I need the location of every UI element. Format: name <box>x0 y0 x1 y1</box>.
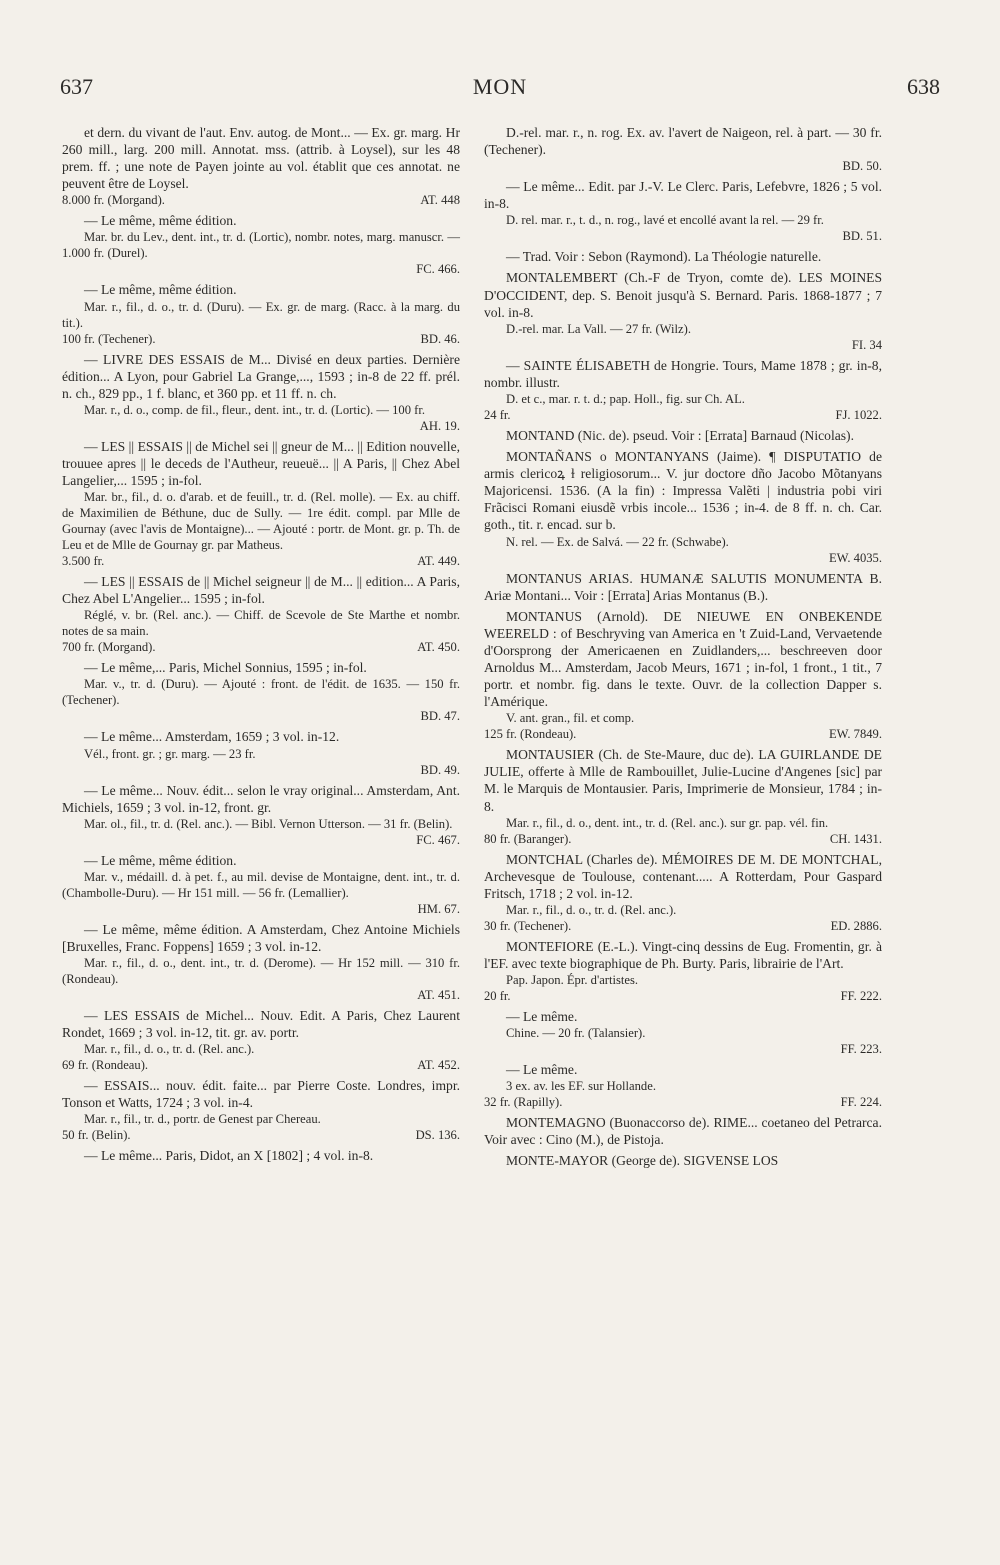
entry-binding-note: Mar. r., fil., d. o., tr. d. (Rel. anc.). <box>84 1042 255 1057</box>
entry-price-line <box>484 726 882 742</box>
entry-reference: EW. 4035. <box>828 550 882 565</box>
entry-price-line <box>484 337 882 353</box>
entry-price-line <box>62 331 460 347</box>
catalog-entry <box>484 427 882 444</box>
entry-binding-note: Mar. v., tr. d. (Duru). — Ajouté : front. de l'édit. de 1635. — 150 fr. (Techener). <box>62 677 460 708</box>
catalog-entry <box>484 124 882 174</box>
page-number-right: 638 <box>907 74 940 99</box>
entry-reference: ED. 2886. <box>830 918 882 933</box>
entry-binding-note: 3 ex. av. les EF. sur Hollande. <box>506 1079 656 1094</box>
entry-reference: BD. 47. <box>420 709 460 724</box>
entry-text: MONTE-MAYOR (George de). SIGVENSE LOS <box>506 1153 779 1169</box>
entry-binding-note: Vél., front. gr. ; gr. marg. — 23 fr. <box>84 746 256 761</box>
entry-reference: FI. 34 <box>851 337 882 352</box>
catalog-entry <box>62 1147 460 1164</box>
entry-price: 700 fr. (Morgand). <box>62 640 156 655</box>
entry-price-line <box>484 918 882 934</box>
entry-price: 50 fr. (Belin). <box>62 1128 131 1143</box>
entry-price-line <box>62 708 460 724</box>
entry-text: — Le même... Edit. par J.-V. Le Clerc. Paris, Lefebvre, 1826 ; 5 vol. in-8. <box>484 179 882 212</box>
catalog-entry <box>62 782 460 848</box>
entry-reference: FC. 467. <box>416 832 460 847</box>
entry-reference: AT. 452. <box>417 1058 460 1073</box>
catalog-entry <box>484 1008 882 1057</box>
entry-reference: AH. 19. <box>419 418 460 433</box>
catalog-entry <box>484 448 882 565</box>
entry-price: 100 fr. (Techener). <box>62 331 156 346</box>
entry-text: — SAINTE ÉLISABETH de Hongrie. Tours, Mame 1878 ; gr. in-8, nombr. illustr. <box>484 357 882 390</box>
catalog-entry <box>62 124 460 208</box>
entry-reference: EW. 7849. <box>828 727 882 742</box>
entry-text: MONTANUS ARIAS. HUMANÆ SALUTIS MONUMENTA B. Ariæ Montani... Voir : [Errata] Arias Montanus (B.). <box>484 570 882 603</box>
entry-binding-note: Mar. ol., fil., tr. d. (Rel. anc.). — Bibl. Vernon Utterson. — 31 fr. (Belin). <box>84 816 453 831</box>
catalog-entry <box>62 212 460 277</box>
entry-text: — Le même... Paris, Didot, an X [1802] ; 4 vol. in-8. <box>84 1148 374 1164</box>
entry-text: — Trad. Voir : Sebon (Raymond). La Théologie naturelle. <box>506 249 822 265</box>
entry-text: — Le même, même édition. <box>84 282 237 298</box>
entry-price-line <box>62 418 460 434</box>
entry-reference: FF. 223. <box>840 1042 882 1057</box>
entry-binding-note: Pap. Japon. Épr. d'artistes. <box>506 973 639 988</box>
entry-binding-note: Mar. r., fil., d. o., tr. d. (Duru). — Ex. gr. de marg. (Racc. à la marg. du tit.). <box>62 299 460 330</box>
entry-binding-note: Mar. r., fil., tr. d., portr. de Genest par Chereau. <box>84 1112 321 1127</box>
entry-reference: AT. 448 <box>420 193 460 208</box>
entry-reference: FC. 466. <box>416 262 460 277</box>
catalog-entry <box>484 938 882 1004</box>
entry-text: MONTCHAL (Charles de). MÉMOIRES DE M. DE MONTCHAL, Archevesque de Toulouse, contenant..... A Rotterdam, Pour Gaspard Fritsch, 1718 ; 2 vol. in-12. <box>484 851 882 901</box>
catalog-entry <box>484 608 882 743</box>
entry-price-line <box>484 1094 882 1110</box>
entry-text: MONTEFIORE (E.-L.). Vingt-cinq dessins de Eug. Fromentin, gr. à l'EF. avec texte biographique de Ph. Burty. Paris, librairie de l'Art. <box>484 938 882 971</box>
entry-price-line <box>484 988 882 1004</box>
entry-binding-note: V. ant. gran., fil. et comp. <box>506 711 635 726</box>
catalog-entry <box>484 746 882 846</box>
entry-reference: BD. 50. <box>842 159 882 174</box>
entry-price-line <box>62 832 460 848</box>
entry-binding-note: Mar. br. du Lev., dent. int., tr. d. (Lortic), nombr. notes, marg. manuscr. — 1.000 fr. (Durel). <box>62 230 460 261</box>
entry-price: 69 fr. (Rondeau). <box>62 1058 149 1073</box>
entry-text: — ESSAIS... nouv. édit. faite... par Pierre Coste. Londres, impr. Tonson et Watts, 1724 ; 3 vol. in-4. <box>62 1078 460 1111</box>
entry-text: — Le même. <box>506 1062 578 1078</box>
running-title: MON <box>472 74 528 99</box>
entry-text: — LES || ESSAIS de || Michel seigneur || de M... || edition... A Paris, Chez Abel L'Angelier... 1595 ; in-fol. <box>62 574 460 607</box>
entry-price: 24 fr. <box>484 407 511 422</box>
catalog-entry <box>484 248 882 265</box>
catalog-entry <box>484 269 882 352</box>
entry-reference: BD. 51. <box>842 229 882 244</box>
entry-text: — LIVRE DES ESSAIS de M... Divisé en deux parties. Dernière édition... A Lyon, pour Gabriel La Grange,..., 1593 ; in-8 de 22 ff. prél. n. ch., 829 pp., 1 f. blanc, et 360 pp. et 11 ff. n. ch. <box>62 351 460 401</box>
entry-binding-note: N. rel. — Ex. de Salvá. — 22 fr. (Schwabe). <box>506 534 729 549</box>
entry-reference: DS. 136. <box>415 1128 460 1143</box>
entry-price-line <box>484 228 882 244</box>
entry-text: MONTAUSIER (Ch. de Ste-Maure, duc de). LA GUIRLANDE DE JULIE, offerte à Mlle de Rambouillet, Julie-Lucine d'Angenes [sic] par M. le Marquis de Montausier. Paris, Imprimerie de Monsieur, 1784 ; in-8. <box>484 747 882 814</box>
catalog-entry <box>484 357 882 423</box>
entry-text: et dern. du vivant de l'aut. Env. autog. de Mont... — Ex. gr. marg. Hr 260 mill., larg. 200 mill. Annotat. mss. (attrib. à Loysel), sur les 48 prem. ff. ; une note de Payen jointe au vol. établit que ces annotat. ne peuvent être de Loysel. <box>62 125 460 192</box>
entry-reference: FJ. 1022. <box>835 407 882 422</box>
entry-text: — Le même, même édition. <box>84 852 237 868</box>
entry-price-line <box>62 901 460 917</box>
entry-price-line <box>484 1041 882 1057</box>
entry-text: — Le même, même édition. A Amsterdam, Chez Antoine Michiels [Bruxelles, Franc. Foppens] 1659 ; 3 vol. in-12. <box>62 921 460 954</box>
page-number-left: 637 <box>60 74 93 99</box>
catalog-entry <box>62 728 460 777</box>
right-column <box>484 124 882 1174</box>
entry-price: 8.000 fr. (Morgand). <box>62 193 165 208</box>
catalog-entry <box>484 1152 882 1169</box>
entry-reference: CH. 1431. <box>829 831 882 846</box>
left-column <box>62 124 460 1168</box>
entry-binding-note: D. et c., mar. r. t. d.; pap. Holl., fig. sur Ch. AL. <box>506 391 745 406</box>
entry-text: — Le même... Nouv. édit... selon le vray original... Amsterdam, Ant. Michiels, 1659 ; 3 vol. in-12, front. gr. <box>62 782 460 815</box>
entry-text: MONTAÑANS o MONTANYANS (Jaime). ¶ DISPUTATIO de armis clericoꝝ ɫ religiosorum... V. jur doctore dño Jacobo Mõtanyans Majoricensi. 1536. (A la fin) : Impressa Valẽti | industria pobi viri Frãcisci Romani eiusdẽ vrbis incole... 1536 ; in-4. de 8 ff. n. ch. Car. goth., tit. r. encad. sur b. <box>484 449 882 533</box>
entry-text: MONTANUS (Arnold). DE NIEUWE EN ONBEKENDE WEERELD : of Beschryving van America en 't Zuid-Land, Vervaetende d'Oorsprong der Americaenen en Zuidlanders,... beschreeven door Arnoldus M... Amsterdam, Jacob Meurs, 1671 ; in-fol, 1 front., 1 tit., 7 portr. et nombr. fig. dans le texte. Ouvr. de la collection Dapper s. l'Amérique. <box>484 608 882 710</box>
running-header <box>60 74 940 104</box>
catalog-entry <box>484 1114 882 1148</box>
entry-binding-note: D. rel. mar. r., t. d., n. rog., lavé et encollé avant la rel. — 29 fr. <box>506 213 824 228</box>
entry-price-line <box>62 639 460 655</box>
entry-reference: AT. 451. <box>417 987 460 1002</box>
entry-price: 80 fr. (Baranger). <box>484 831 572 846</box>
catalog-entry <box>62 852 460 917</box>
entry-reference: BD. 49. <box>420 762 460 777</box>
entry-price-line <box>484 407 882 423</box>
catalog-entry <box>62 438 460 569</box>
entry-price-line <box>62 1057 460 1073</box>
entry-price: 32 fr. (Rapilly). <box>484 1095 563 1110</box>
entry-binding-note: Mar. br., fil., d. o. d'arab. et de feuill., tr. d. (Rel. molle). — Ex. au chiff. de Maximilien de Béthune, duc de Sully. — 1re édit. compl. par Mlle de Gournay (avec l'avis de Montaigne)... — Ajouté : portr. de Mont. gr. p. Th. de Leu et de Mlle de Gournay gr. par Matheus. <box>62 490 460 553</box>
entry-price-line <box>62 192 460 208</box>
entry-binding-note: Mar. r., fil., d. o., tr. d. (Rel. anc.). <box>506 902 677 917</box>
entry-binding-note: Réglé, v. br. (Rel. anc.). — Chiff. de Scevole de Ste Marthe et nombr. notes de sa main. <box>62 608 460 639</box>
entry-binding-note: D.-rel. mar. La Vall. — 27 fr. (Wilz). <box>506 321 691 336</box>
entry-reference: FF. 224. <box>840 1095 882 1110</box>
catalog-entry <box>62 659 460 724</box>
entry-reference: BD. 46. <box>420 331 460 346</box>
entry-price: 20 fr. <box>484 989 511 1004</box>
entry-price-line <box>62 261 460 277</box>
entry-text: — LES ESSAIS de Michel... Nouv. Edit. A Paris, Chez Laurent Rondet, 1669 ; 3 vol. in-12, tit. gr. av. portr. <box>62 1007 460 1041</box>
catalog-entry <box>62 351 460 434</box>
entry-binding-note: Mar. r., fil., d. o., dent. int., tr. d. (Rel. anc.). sur gr. pap. vél. fin. <box>506 815 829 830</box>
entry-text: — Le même... Amsterdam, 1659 ; 3 vol. in-12. <box>84 729 340 745</box>
entry-text: MONTEMAGNO (Buonaccorso de). RIME... coetaneo del Petrarca. Voir avec : Cino (M.), de Pistoja. <box>484 1115 882 1148</box>
entry-reference: AT. 449. <box>417 554 460 569</box>
entry-price-line <box>484 831 882 847</box>
entry-price-line <box>62 762 460 778</box>
catalog-entry <box>62 1077 460 1143</box>
catalog-entry <box>62 1007 460 1073</box>
entry-text: — Le même. <box>506 1009 578 1025</box>
entry-price-line <box>62 987 460 1003</box>
entry-text: D.-rel. mar. r., n. rog. Ex. av. l'avert de Naigeon, rel. à part. — 30 fr. (Techener). <box>484 125 882 158</box>
entry-binding-note: Mar. r., fil., d. o., dent. int., tr. d. (Derome). — Hr 152 mill. — 310 fr. (Rondeau). <box>62 955 460 986</box>
entry-text: MONTAND (Nic. de). pseud. Voir : [Errata] Barnaud (Nicolas). <box>506 427 854 443</box>
catalog-entry <box>484 570 882 604</box>
entry-price-line <box>484 550 882 566</box>
entry-reference: FF. 222. <box>840 989 882 1004</box>
entry-price: 125 fr. (Rondeau). <box>484 727 577 742</box>
entry-binding-note: Mar. v., médaill. d. à pet. f., au mil. devise de Montaigne, dent. int., tr. d. (Chambolle-Duru). — Hr 151 mill. — 56 fr. (Lemallier). <box>62 869 460 900</box>
entry-price: 3.500 fr. <box>62 554 105 569</box>
catalog-entry <box>62 921 460 1003</box>
catalog-entry <box>62 573 460 655</box>
entry-binding-note: Mar. r., d. o., comp. de fil., fleur., dent. int., tr. d. (Lortic). — 100 fr. <box>84 402 426 417</box>
catalog-entry <box>484 178 882 244</box>
entry-text: — Le même,... Paris, Michel Sonnius, 1595 ; in-fol. <box>84 660 367 676</box>
catalog-entry <box>484 851 882 934</box>
entry-price-line <box>62 553 460 569</box>
entry-text: — LES || ESSAIS || de Michel sei || gneur de M... || Edition nouvelle, trouuee apres || le deceds de l'Autheur, reueuë... || A Paris, || Chez Abel Langelier,... 1595 ; in-fol. <box>62 438 460 489</box>
entry-binding-note: Chine. — 20 fr. (Talansier). <box>506 1026 646 1041</box>
entry-reference: HM. 67. <box>417 901 460 916</box>
catalog-entry <box>62 281 460 346</box>
entry-price: 30 fr. (Techener). <box>484 918 572 933</box>
entry-price-line <box>484 158 882 174</box>
entry-text: — Le même, même édition. <box>84 213 237 229</box>
catalog-entry <box>484 1061 882 1110</box>
entry-text: MONTALEMBERT (Ch.-F de Tryon, comte de). LES MOINES D'OCCIDENT, dep. S. Benoit jusqu'à S. Bernard. Paris. 1868-1877 ; 7 vol. in-8. <box>484 270 882 320</box>
entry-price-line <box>62 1127 460 1143</box>
entry-reference: AT. 450. <box>417 640 460 655</box>
